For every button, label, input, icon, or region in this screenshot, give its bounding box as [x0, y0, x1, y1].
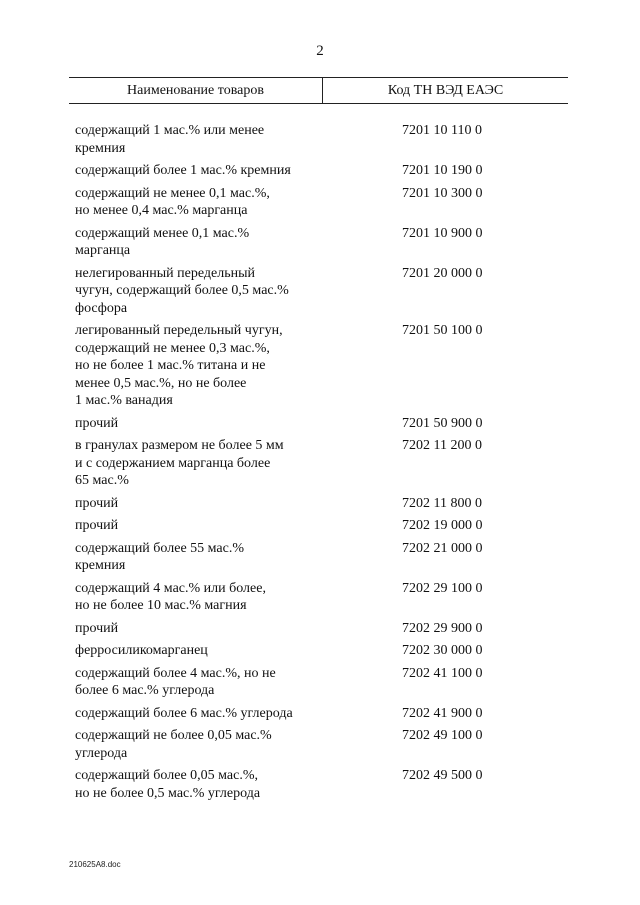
table-row: [75, 415, 575, 433]
goods-name: легированный передельный чугун, содержащий не менее 0,3 мас.%, но не более 1 мас.% титана и не менее 0,5 мас.%, но не более 1 мас.% ванадия: [75, 323, 283, 408]
tn-ved-code: 7202 49 500 0: [402, 768, 483, 783]
goods-name: прочий: [75, 620, 119, 636]
table-row: [75, 642, 575, 660]
table-row: [75, 437, 575, 490]
tn-ved-code: 7202 41 900 0: [402, 705, 483, 721]
column-header-name: Наименование товаров: [69, 78, 323, 103]
tn-ved-code: 7201 50 100 0: [402, 323, 483, 338]
table-row: [75, 727, 575, 762]
table-row: [75, 517, 575, 535]
table-row: [75, 767, 575, 802]
tn-ved-code: 7202 11 200 0: [402, 438, 482, 453]
goods-name: ферросиликомарганец: [75, 643, 208, 658]
tn-ved-code: 7201 10 190 0: [402, 163, 483, 178]
table-row: [75, 620, 575, 638]
table-row: [75, 225, 575, 260]
table-row: [75, 265, 575, 318]
goods-name: содержащий более 6 мас.% углерода: [75, 705, 293, 721]
tn-ved-code: 7202 49 100 0: [402, 728, 483, 743]
tn-ved-code: 7202 19 000 0: [402, 518, 483, 533]
goods-name: содержащий более 4 мас.%, но не более 6 мас.% углерода: [75, 665, 276, 698]
goods-name: прочий: [75, 415, 119, 431]
tn-ved-code: 7202 29 900 0: [402, 620, 483, 636]
table-row: [75, 122, 575, 157]
tn-ved-code: 7202 30 000 0: [402, 643, 483, 658]
goods-name: в гранулах размером не более 5 мм и с содержанием марганца более 65 мас.%: [75, 438, 284, 488]
tn-ved-code: 7202 29 100 0: [402, 580, 483, 596]
tn-ved-code: 7202 11 800 0: [402, 495, 482, 511]
table-row: [75, 540, 575, 575]
document-filename: 210625A8.doc: [69, 860, 121, 869]
goods-name: содержащий более 0,05 мас.%, но не более 0,5 мас.% углерода: [75, 768, 261, 801]
tn-ved-code: 7201 50 900 0: [402, 415, 483, 431]
goods-name: содержащий 4 мас.% или более, но не более 10 мас.% магния: [75, 580, 266, 613]
table-header: [69, 77, 568, 104]
page-number: 2: [316, 43, 324, 59]
goods-name: содержащий более 55 мас.% кремния: [75, 540, 245, 573]
table-row: [75, 322, 575, 410]
goods-name: прочий: [75, 495, 119, 511]
goods-name: прочий: [75, 518, 119, 533]
goods-name: содержащий не более 0,05 мас.% углерода: [75, 728, 272, 761]
table-row: [75, 580, 575, 615]
tn-ved-code: 7201 10 110 0: [402, 123, 482, 138]
goods-name: содержащий не менее 0,1 мас.%, но менее 0,4 мас.% марганца: [75, 185, 270, 218]
goods-name: содержащий 1 мас.% или менее кремния: [75, 123, 265, 156]
tn-ved-code: 7201 20 000 0: [402, 265, 483, 281]
table-row: [75, 185, 575, 220]
tn-ved-code: 7202 21 000 0: [402, 540, 483, 556]
tn-ved-code: 7202 41 100 0: [402, 665, 483, 681]
column-header-code: Код ТН ВЭД ЕАЭС: [387, 83, 504, 98]
table-row: [75, 495, 575, 513]
table-body: [75, 122, 575, 807]
tn-ved-code: 7201 10 300 0: [402, 185, 483, 201]
table-row: [75, 162, 575, 180]
table-row: [75, 705, 575, 723]
goods-name: содержащий более 1 мас.% кремния: [75, 163, 291, 178]
table-row: [75, 665, 575, 700]
tn-ved-code: 7201 10 900 0: [402, 225, 483, 241]
goods-name: нелегированный передельный чугун, содержащий более 0,5 мас.% фосфора: [75, 265, 289, 316]
goods-name: содержащий менее 0,1 мас.% марганца: [75, 225, 250, 258]
